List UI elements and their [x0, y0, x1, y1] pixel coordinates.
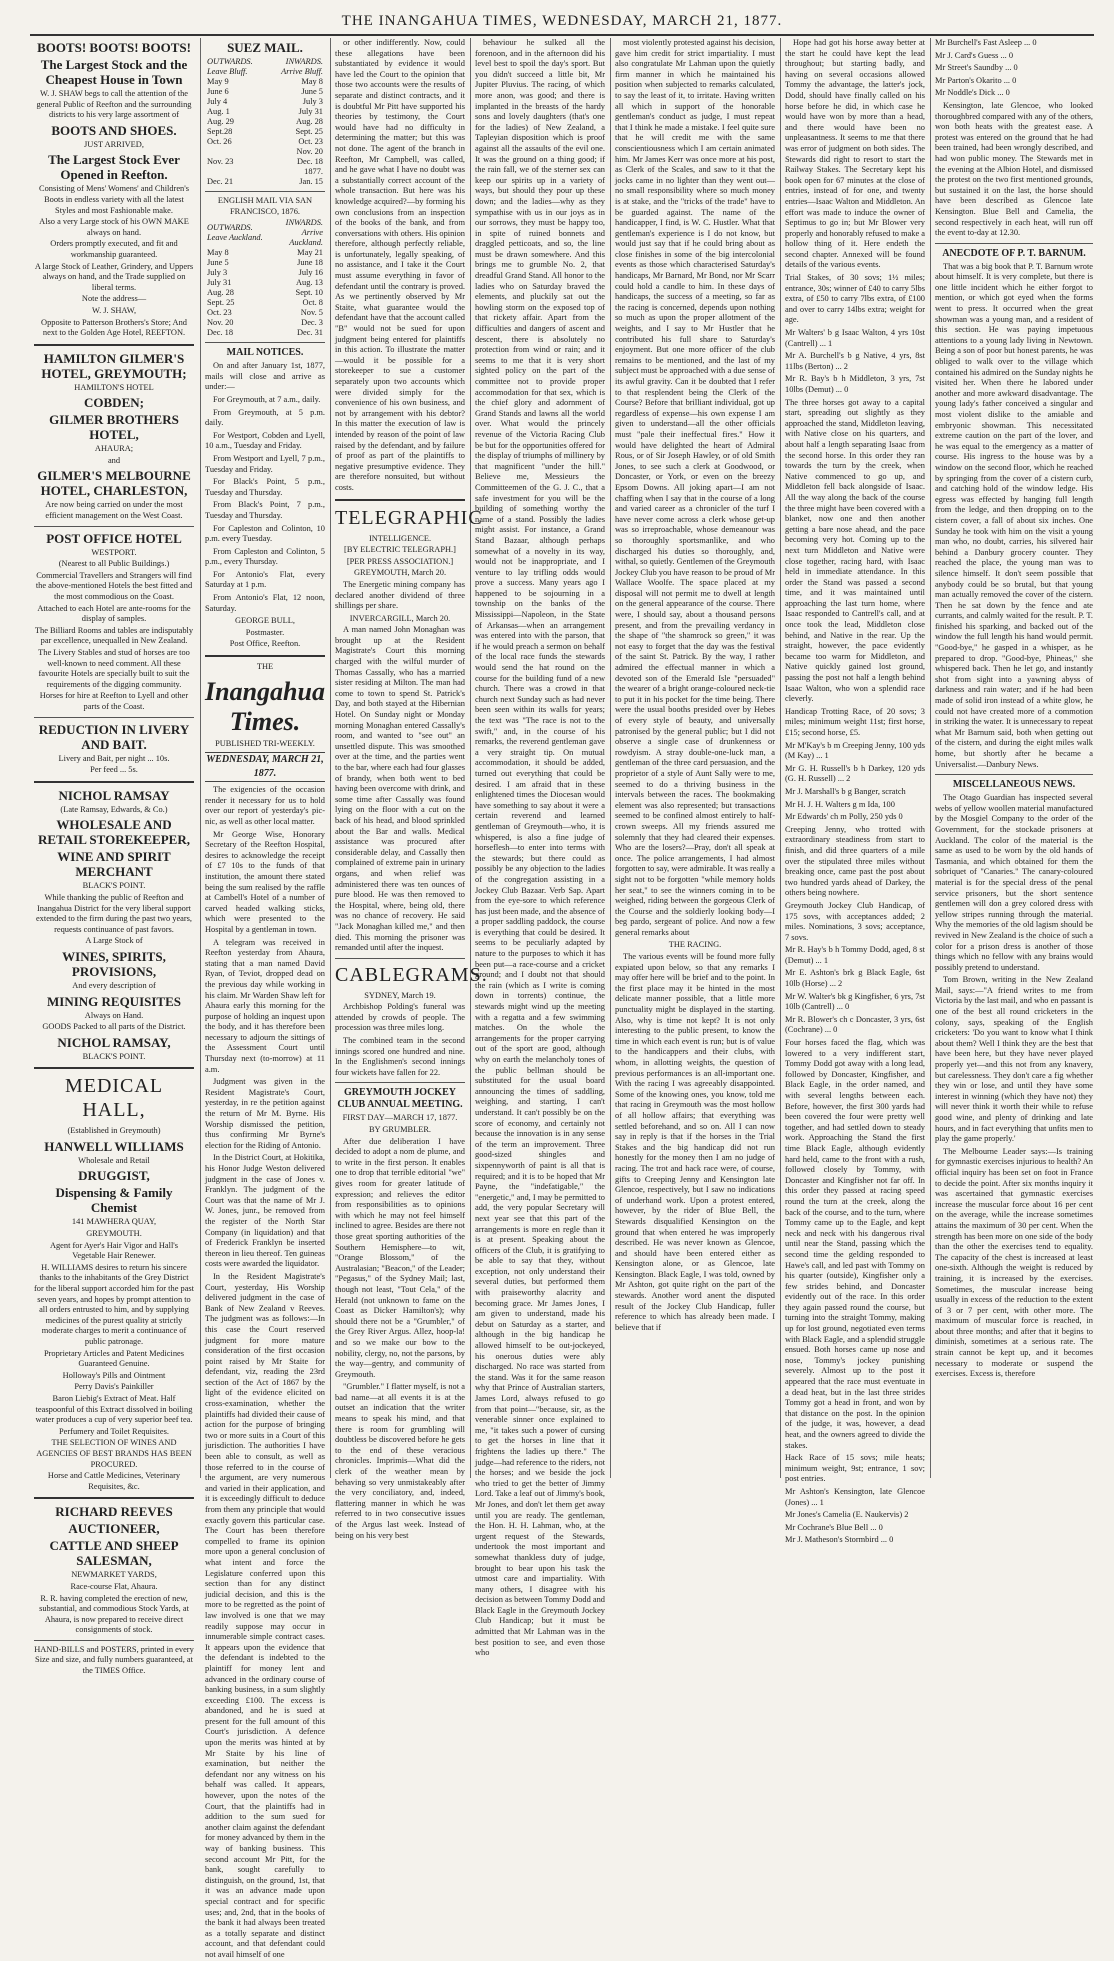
divider	[335, 499, 465, 501]
race-result: Mr Ashton's Kensington, late Glencoe (Jones) ... 1	[785, 1486, 925, 1507]
race-result: Greymouth Jockey Club Handicap, of 175 sovs, with acceptances added; 2 miles. Nominations, 3 sovs; acceptance, 7 sovs.	[785, 900, 925, 942]
schedule-cell: 1877.	[304, 167, 323, 176]
race-result: Four horses faced the flag, which was lowered to a very indifferent start, Tommy Dodd got away with a long lead, followed by Doncaster, Kingfisher, and Black Eagle, in the order named, and with several lengths between each. Before, however, the first 300 yards had been covered the four were pretty well together, and had settled down to steady work. Approaching the Stand the first time Black Eagle, although evidently hard held, came to the front with a rush, followed closely by Tommy, with Doncaster and Kingfisher not far off. In this order they passed at racing speed round the turn at the creek, along the back of the course, and to the turn, where Tommy came up to the Eagle, and kept neck and neck with his dangerous rival until near the Stand, passing which the second time the gelding responded to Hawe's call, and led past with Tommy on his quarter (outside), Kingfisher only a few strides behind, and Doncaster evidently out of the race. In this order they again passed round the course, but turning into the straight Tommy, making up for lost ground, negotiated even terms with Black Eagle, and a splendid struggle ensued. Both horses came up nose and nose, Tommy's jockey punishing severely. Almost up to the post it appeared that the race must eventuate in a dead heat, but in the last three strides Tommy got a head in front, and won by that distance on the post. In the opinion of the judge, it was, however, a dead heat, and the owners agreed to divide the stakes.	[785, 1038, 925, 1450]
schedule-cell: June 5	[207, 258, 229, 268]
telegraphic-heading: TELEGRAPHIC	[335, 506, 483, 529]
schedule-cell: Oct. 23	[207, 308, 232, 318]
medical-hall-advert: Wholesale and Retail	[78, 1155, 150, 1165]
telegram-paragraph: The Energetic mining company has declared another dividend of three shillings per share.	[335, 579, 465, 611]
judgment-paragraph: or other indifferently. Now, could these allegations have been substantiated by evidence it would have led the Court to the opinion that those two accounts were the results of separate and distinct contracts, and it is doubtful Mr Pitt have supported his theories by testimony, the Court would have had no difficulty in determining the matter; but this was not done. The agent of the branch in Reefton, Mr Campbell, was called, and he gave what I have no doubt was a substantially correct account of the whole transaction. But here was his knowledge acquired?—by forming his own conclusions from an inspection of the books of the bank, and from conversations with others. His opinion therefore, although perfectly reliable, is unfortunately, legally speaking, of no assistance, and I take it the Court must assume everything in favor of defendant until the contrary is proved. As we pertinently observed by Mr Staite, what guarantee would the defendant have that the account called "B" would not be sued for upon judgment being entered for plaintiffs in this action. To illustrate the matter—would it be possible for a storekeeper to sue a customer separately upon two accounts which were divided simply for the convenience of his own business, and not by arrangement with his debtor? In this matter the execution of law is intended by reason of the point of law raised by the defendant, and by failure of proof as part of the plaintiffs to negative presumptive evidence. They are therefore nonsuited, but without costs.	[335, 38, 465, 492]
racing-report-paragraph: The various events will be found more fully expiated upon below, so that any remarks I may offer here will be brief and to the point. In the first place may it be hinted in the most delicate manner possible, that a little more punctuality might be displayed in the starting. Also, why is time not kept? It is not only interesting to the public present, to know the time in which each event is run; but is of value to the handicappers and their clubs, with whom, in allotting weights, the question of previous performances is an all-important one. With the racing I was agreeably disappointed. Some of the knowing ones, you know, told me that racing in Greymouth was the most hollow of all hollow affairs; that everything was settled beforehand, and so on. All I can now say in reply is that if the horses in the Trial Stakes and the big handicap did not run honestly for the money then I am no judge of racing. The trot and hack race were, of course, gifts to Creeping Jenny and Kensington late Glencoe, respectively, but I saw no indications of underhand work. Upon a protest entered, however, by the rider of Blue Bell, the Stewards disqualified Kensington on the ground that when entered he was improperly described. He was never known as Glencoe, and should have been entered either as Kensington alone, or as Glencoe, late Kensington. Black Eagle, I was told, owned by Mr Ashton, got quite right on the part of the stewards. Another word anent the disputed result of the Jockey Club Handicap, fuller reference to which has already been made. I believe that if	[615, 952, 775, 1332]
schedule-row	[205, 77, 325, 87]
schedule-cell: Jan. 15	[299, 177, 323, 186]
medical-hall-advert: Proprietary Articles and Patent Medicines Guaranteed Genuine.	[43, 1348, 184, 1369]
column-rule	[200, 38, 201, 1478]
divider	[34, 526, 194, 527]
miscellaneous-paragraph: The Melbourne Leader says:—Is training for gymnastic exercises injurious to health? An official inquiry has been set on foot in France to decide the point. After six months inquiry it was ascertained that gymnastic exercises increase the muscular force about 16 per cent on the average, while the increase sometimes attains the maximum of 30 per cent. When the strength has been more on one side of the body than the other the exercises tend to equality. The capacity of the chest is increased at least one-sixth. Although the weight is reduced by training, it is increased by the exercises. Sometimes, the muscular increase being usually in excess of the reduction to the extent of 3 or 7 per cent, with other more. The maximum of muscular force is reached, in about three months; and after that it begins to diminish, sometimes at a serious rate. The strain cannot be kept up, and it becomes necessary to moderate or suspend the exercises. Excess is, therefore	[935, 1146, 1093, 1379]
race-result: Hack Race of 15 sovs; mile heats; minimum weight, 9st; entrance, 1 sov; post entries.	[785, 1453, 925, 1484]
ramsay-advert: Always on Hand.	[84, 1010, 144, 1020]
mail-notice: From Capleston and Colinton, 5 p.m., every Thursday.	[205, 546, 325, 567]
mail-notice: For Capleston and Colinton, 10 p.m. every Tuesday.	[205, 523, 325, 544]
schedule-header: OUTWARDS. Leave Auckland.	[207, 223, 263, 243]
divider	[335, 1082, 465, 1083]
medical-hall-advert: Dispensing & Family Chemist	[55, 1185, 173, 1216]
schedule-row	[205, 157, 325, 167]
boots-advert: The Largest Stock and the Cheapest House in Town	[40, 57, 188, 87]
schedule-cell: Aug. 29	[207, 117, 234, 126]
ramsay-advert: (Late Ramsay, Edwards, & Co.)	[60, 804, 168, 814]
divider	[34, 1067, 194, 1069]
hotels-advert: HAMILTON GILMER'S HOTEL, GREYMOUTH;	[41, 350, 187, 381]
schedule-cell: Dec. 3	[301, 318, 323, 328]
boots-advert: Orders promptly executed, and fit and workmanship guaranteed.	[50, 239, 178, 259]
auctioneer-advert: CATTLE AND SHEEP SALESMAN,	[49, 1538, 179, 1569]
column-mail-editorial	[205, 38, 325, 1959]
medical-hall-advert: HANWELL WILLIAMS	[44, 1138, 184, 1154]
ramsay-advert: GOODS Packed to all parts of the District.	[42, 1022, 186, 1032]
mail-notice: For Greymouth, at 7 a.m., daily.	[213, 394, 321, 404]
schedule-cell: Nov. 20	[207, 318, 234, 328]
schedule-cell: Sept. 25	[207, 298, 235, 308]
race-result: Creeping Jenny, who trotted with extraordinary steadiness from start to finish, and did three quarters of a mile over the stipulated three miles without breaking once, came past the post about two hundred yards ahead of Darkey, the others being nowhere.	[785, 824, 925, 898]
mail-notice: For Antonio's Flat, every Saturday at 1 p.m.	[205, 569, 325, 590]
schedule-header: INWARDS. Arrive Bluff.	[281, 57, 323, 76]
cablegram-paragraph: SYDNEY, March 19.	[364, 990, 436, 1000]
race-result: Mr A. Burchell's b g Native, 4 yrs, 8st 11lbs (Berton) ... 2	[785, 351, 925, 371]
notice-signature: GEORGE BULL,	[234, 616, 295, 626]
racing-report-paragraph: behaviour he sulked all the forenoon, and in the afternoon did his level best to spoil the day's sport. But you didn't succeed a little bit, Mr Jupiter Pluvius. The racing, of which more anon, was good; and there is implanted in the breasts of the hardy sons and lovely daughters (that's one for the ladies) of New Zealand, a Tapleyian disposition which is proof against all the assaults of the evil one. It was the ground on a thing good; if the rain fall, we of the sterner sex can keep our spirits up in a variety of ways, but should they pour up these down; and the ladies—why as they sympathise with us in our joys as in our sorrows, they must be happy too, in spite of ruined bonnets and draggled petticoats, and so, the line must be drawn somewhere. And this brings me to grumble No. 2, that dreadful Grand Stand. All honor to the ladies who on Saturday braved the elements, and pluckily sat out the howling storm on the exposed top of that rickety affair. Apart from the difficulties and dangers of ascent and descent, there is absolutely no protection from wind or rain; and it seems to me that it is very short sighted policy on the part of the committee not to provide proper accommodation for that sex, which is the chief glory and adornment of Grand Stands and lawns all the world over. What would the princely revenue of the Victoria Racing Club be but for the opportunities offered for the display of triumphs of millinery by that magnificent "under the hill." Believe me, Messieurs the Committeemen of the G. J. C., that a safe investment for you will be the building of something worthy the name of a stand. Possibly the ladies might assist. For instance, a Grand Stand Bazaar, although perhaps somewhat of a novelty in its way, would not be inappropriate, and I venture to lay trifling odds would prove a success. Many years ago I happened to be sojourning in a township on the banks of the Mississippi—Napoleon, in the State of Arkansas—when an arrangement was entered into with the parson, that if he would preach a sermon on behalf of the local race funds the stewards would send the hat round on the course for the building fund of a new church. There was a crowd in that church next Sunday such as had never been seen within its walls for years; the text was "The race is not to the swift," and, in the course of his remarks, the reverend gentleman gave a very straight tip. On mutual accommodation, it should be added, turned out everything that could be desired. I am afraid that in these enlightened times the Diocesan would have something to say about it were a certain reverend and learned gentleman of Greymouth—who, it is whispered, is also a fine judge of horseflesh—to enter into terms with the stewards; but there could as possibly be any objection to the ladies of the congregation assisting in a Jockey Club Bazaar. Verb Sap. Apart from the eye-sore to which reference has just been made, and the absence of a proper saddling paddock, the course is everything that could be desired. It seems to be peculiarly adapted by nature to the purposes to which it has been put—a race-course and a cricket ground; and I doubt not that should the rain (which as I write is coming down in torrents) continue, the stewards might wind up the meeting with a regatta and a few swimming matches. On the whole the arrangements for the proper carrying out of the sport are good, although why on earth the melancholy tones of the public bellman should be substituted for the usual board announcing the times of saddling, weighing, and starting, I can't understand. It can't possibly be on the score of economy, and certainly not because the innovation is in any sense of the term an improvement. Three good-sized shingles and sixpennyworth of paint is all that is required; and it is to be hoped that Mr Payne, the "indefatigable," the "energetic," and, I may be permitted to add, the very popular Secretary will next year see that this part of the arrangements is more en regle than it is at present. Speaking about the officers of the Club, it is gratifying to be able to say that they, without exception, not only understand their several duties, but performed them with praiseworthy alacrity and becoming grace. Mr James Jones, I am given to understand, made his debut on Saturday as a starter, and although in the big handicap he allowed himself to be out-jockeyed, his onerous duties were ably discharged. No race was started from the stand. Was it for the same reason why that Prince of Australian starters, James Lord, always refused to go from that point—"because, sir, as the venerable sinner once explained to me, "it takes such a power of cursing to get the horses in line that it frightens the ladies up there." The judge—had reference to the riders, not the horses; and we beside the jock who tried to get the better of Jimmy Lord. Take a leaf out of Jimmy's book, Mr Jones, and don't let them get away until you are ready. The gentleman, the Hon. H. H. Lahman, who, at the urgent request of the Stewards, undertook the most important and somewhat thankless duty of judge, brought to bear upon his task the utmost care and impartiality. With many others, I disagree with his decision as between Tommy Dodd and Black Eagle in the Greymouth Jockey Club Handicap; but it must be admitted that Mr Lahman was in the best position to see, and even those who	[475, 38, 605, 1658]
post-office-advert: The Livery Stables and stud of horses are too well-known to need comment. All these favourite Hotels are specially built to suit the requirements of the digging community.	[38, 648, 190, 689]
ramsay-advert: And every description of	[72, 980, 156, 990]
race-result: Mr J. Marshall's b g Banger, scratch	[785, 786, 906, 796]
livery-advert: REDUCTION IN LIVERY AND BAIT.	[38, 721, 190, 752]
intelligence-heading: INTELLIGENCE.	[368, 533, 432, 543]
mail-notice: From Westport and Lyell, 7 p.m., Tuesday and Friday.	[205, 453, 325, 474]
hotels-advert: GILMER'S MELBOURNE HOTEL, CHARLESTON,	[37, 468, 191, 499]
auctioneer-advert: RICHARD REEVES	[55, 1504, 173, 1520]
byline: BY GRUMBLER.	[368, 1125, 432, 1135]
mail-notice: On and after January 1st, 1877, mails will close and arrive as under:—	[205, 361, 325, 392]
schedule-cell: July 31	[207, 278, 232, 288]
telegram-paragraph: INVERCARGILL, March 20.	[349, 613, 451, 623]
race-result: Mr H. J. H. Walters g m Ida, 100	[785, 799, 895, 809]
divider	[34, 344, 194, 346]
race-result: Mr R. Bay's b h Middleton, 3 yrs, 7st 10lbs (Demut) ... 0	[785, 374, 925, 394]
divider	[34, 717, 194, 718]
boots-advert: A large Stock of Leather, Grindery, and Uppers always on hand, and the Trade supplied on liberal terms.	[34, 261, 194, 292]
divider	[205, 191, 325, 192]
schedule-row	[205, 167, 325, 177]
racing-report-paragraph: After due deliberation I have decided to adopt a nom de plume, and to write in the first person. It enables one to drop that terrible editorial "we" gives room for greater latitude of expression; and relieves the editor from responsibilities as to opinions with which he may not feel himself inclined to agree. Besides are there not those great sporting authorities of the Southern Hemisphere—to wit, "Orange Blossom," of the Australasian; "Beacon," of the Leader; "Pegasus," of the Sydney Mail; last, though not least, "Tout Cela," of the Herald (not unknown to fame on the Coast as Dicker Hamilton's); why should there not be a "Grumbler," of the Grey River Argus. Allez, hoop-la! and so we make our bow to the nobility, clergy, no, not the parsons, by the way—gentry, and community of Greymouth.	[335, 1136, 465, 1379]
schedule-header: INWARDS. Arrive Auckland.	[285, 218, 323, 248]
column-telegraphic	[335, 38, 488, 1540]
schedule-cell: Sept. 25	[295, 127, 323, 136]
schedule-cell: Dec. 21	[207, 177, 234, 186]
column-rule	[470, 38, 471, 1478]
schedule-row	[205, 268, 325, 278]
hotels-advert: GILMER BROTHERS HOTEL,	[49, 412, 179, 443]
medical-hall-advert: 141 MAWHERA QUAY,	[71, 1217, 157, 1227]
notice-signature: Postmaster.	[245, 627, 285, 637]
livery-advert: Livery and Bait, per night ... 10s.	[58, 753, 170, 763]
editorial-paragraph: The exigencies of the occasion render it necessary for us to hold over our report of yesterday's pic-nic, as well as other local matter.	[205, 785, 325, 826]
medical-hall-advert: THE SELECTION OF WINES AND AGENCIES OF BEST BRANDS HAS BEEN PROCURED.	[36, 1438, 192, 1469]
boots-advert: W. J. SHAW begs to call the attention of the general Public of Reefton and the surrounding districts to his very large assortment of	[36, 89, 192, 120]
first-day-line: FIRST DAY—MARCH 17, 1877.	[342, 1113, 458, 1123]
racing-report-paragraph: most violently protested against his decision, gave him credit for strict impartiality. I must also congratulate Mr Lahman upon the quietly firm manner in which he maintained his position when subjected to remarks calculated, to say the least of it, to irritate. Having written all which in support of the honorable gentleman's conduct as judge, I must repeat that I think he made a mistake. I feel quite sure that he will credit me with the same conscientiousness which I am certain animated him. Mr James Kerr was once more at his post, as Clerk of the Scales, and saw to it that the jocks came in no lighter than they went out—no small responsibility where so much money is at stake, and the "tricks of the trade" have to be guarded against. The name of the handicapper, I find, is W. C. Hustler. What that gentleman's experience is I do not know, but would just say that if he could bring about as close finishes in some of the big intercolonial events as those which characterised Saturday's handicaps, Mr Barnard, Mr Bond, nor Mr Scarr could hold a candle to him. In these days of handicaps, the success of a meeting, so far as the racing is concerned, depends upon nothing so much as upon the proper allotment of the weights, and I say to Mr Hustler that he contributed his full share to Saturday's enjoyment. But one more officer of the club remains to be mentioned, and the last of my subject must be approached with a due sense of its awful gravity. Can it be doubted that I refer to that resplendent being the Clerk of the Course? Before that brilliant individual, got up regardless of expense—his own expense I am given to understand—all the other officials must "pale their ineffectual fires." How it would have delighted the heart of Admiral Rous, or of Sir Joseph Hawley, or of old Smith Jones, to see such a clerk at Goodwood, or Doncaster, or York, or even on the breezy Epsom Downs. All joking apart—I am not chaffing when I say that in the course of a long and varied career as a chronicler of the turf I have never come across a clerk whose get-up was so irreproachable, whose demeanour was so thoroughly sportsmanlike, and who discharged his duties so thoroughly, and, withal, so quietly. Gentlemen of the Greymouth Jockey Club you have reason to be proud of Mr Wallace Woolfe. The space placed at my disposal will not permit me to dwell at length on the general appearance of the course. There were, I should say, about a thousand persons present, and from the prevailing verdancy in the shape of "the shamrock so green," it was not easy to forget that the day was the festival of the saint St. Patrick. By the way, I rather admired the effectual manner in which a devoted son of the Emerald Isle "persuaded" the wearer of a bright orange-coloured neck-tie to put it in his pocket for the time being. There were the usual booths presided over by Hebes of every style of beauty, and universally patronised by the general public; but I did not observe a single case of drunkenness or rowdyism. A stray double-one-luck man, a gentleman of the three card persuasion, and the proprietor of a style of Aunt Sally were to me, seemed to do a thriving business in the intervals between the races. The bookmaking element was also represented; but transactions seemed to be confined almost entirely to half-crown sweeps. All my friends assured me solemnly that they had cleared their expenses. Who are the losers?—Pray, don't all speak at once. The police arrangements, I had almost forgotten to say, were admirable. It was really a sight not to be forgotten "while memory holds her seat," to see the winners coming in to be weighed, riding between the gorgeous Clerk of the Course and the soldierly looking body—I beg pardo, sergeant of police. And now a few general remarks about	[615, 38, 775, 937]
divider	[935, 774, 1093, 775]
race-result: Mr M'Kay's b m Creeping Jenny, 100 yds (M Kay) ... 1	[785, 740, 925, 761]
race-result: Mr Edwards' ch m Polly, 250 yds 0	[785, 812, 903, 822]
schedule-row	[205, 177, 325, 187]
hotels-advert: and	[107, 455, 121, 465]
schedule-cell: June 18	[297, 258, 323, 268]
racing-report-paragraph: Kensington, late Glencoe, who looked thoroughbred compared with any of the others, won both heats with the greatest ease. A protest was entered on the ground that he had been trained, had been wrongly described, and had won public money. The Stewards met in the evening at the Albion Hotel, and dismissed the protest on the two first mentioned grounds, but sustained it on the last, the horse should have been described as Glencoe late Kensington. Blue Bell and Camelia, the second respectively in each heat, will run off the event to-day at 12.30.	[935, 100, 1093, 238]
livery-advert: Per feed ... 5s.	[90, 765, 138, 775]
editorial-paragraph: Mr George Wise, Honorary Secretary of the Reefton Hospital, desires to acknowledge the receipt of £7 10s to the funds of that institution, the amount there stated being the sum realised by the raffle at Cambell's Hotel of a number of carved headed walking sticks, which were presented to the Hospital by a gentleman in town.	[205, 829, 325, 934]
mail-notice: For Westport, Cobden and Lyell, 10 a.m., Tuesday and Friday.	[205, 430, 325, 451]
post-office-advert: Attached to each Hotel are ante-rooms for the display of samples.	[37, 603, 191, 624]
notice-signature: Post Office, Reefton.	[229, 639, 301, 649]
boots-advert: Also a very Large stock of his OWN MAKE always on hand.	[39, 217, 189, 237]
divider	[205, 342, 325, 343]
schedule-row	[205, 87, 325, 97]
editorial-paragraph: Judgment was given in the Resident Magistrate's Court, yesterday, in re the petition against the return of Mr M. Byrne. His Worship dismissed the petition, thus confirming Mr Byrne's election for the Riding of Antonio.	[205, 1077, 325, 1150]
schedule-row	[205, 127, 325, 137]
ramsay-advert: NICHOL RAMSAY	[58, 787, 170, 803]
column-racing-results	[785, 38, 925, 1545]
racing-report-paragraph: THE RACING.	[668, 940, 722, 950]
racing-report-paragraph: Hope had got his horse away better at the start he could have kept the lead throughout; but starting badly, and having on several occasions allowed Tommy the advantage, the latter's jock, Dodd, should have finally called on his horse before he did, in which case he would have won by more than a head, and there would have been no unpleasantness. It seems to me that there was error of judgment on both sides. The Stewards did right to resort to start the Railway Stakes. The Secretary kept his book open for 67 minutes at the close of entries, instead of for one, and twenty entries—Isaac Walton and Middleton. An effort was made to induce the owner of Septimus to go in; but Mr Blower very properly and honorably refused to make a hollow thing of it. Here endeth the second chapter. Annexed will be found details of the various events.	[785, 38, 925, 270]
schedule-cell: July 16	[298, 268, 323, 278]
race-entry: Mr Noddle's Dick ... 0	[935, 88, 1010, 98]
medical-hall-advert: (Established in Greymouth)	[67, 1126, 161, 1136]
cablegrams-heading: CABLEGRAMS.	[335, 963, 488, 986]
ramsay-advert: A Large Stock of	[85, 936, 143, 946]
divider	[34, 781, 194, 783]
cablegram-paragraph: The combined team in the second innings scored one hundred and nine. In the Englishmen's second innings four wickets have fallen for 22.	[335, 1036, 465, 1077]
medical-hall-advert: MEDICAL HALL,	[64, 1075, 164, 1122]
ramsay-advert: BLACK'S POINT.	[82, 1051, 146, 1061]
schedule-row	[205, 298, 325, 308]
boots-advert: W. J. SHAW,	[91, 305, 137, 315]
medical-hall-advert: H. WILLIAMS desires to return his sincere thanks to the inhabitants of the Grey District for the liberal support accorded him for the past seven years, and hopes by prompt attention to all orders entrusted to him, and by supplying medicines of the purest quality at strictly moderate charges to merit a continuance of public patronage.	[34, 1262, 195, 1346]
column-miscellaneous	[935, 38, 1093, 1478]
medical-hall-advert: Perfumery and Toilet Requisites.	[59, 1426, 169, 1436]
barnum-paragraph: That was a big book that P. T. Barnum wrote about himself. It is very complete, but there is one little incident which he either forgot to mention, or which got eyed when the forms went to press. It occurred when the great showman was a young man, and a resident of this section. He was paying impetuous attentions to a young lady living in Newtown. Being a son of poor but honest parents, he was obliged to walk over to the village which contained his admired on the Sunday nights he visited her. When there he labored under another and more awkward disadvantage. The young lady's father conceived a singular and most violent dislike to the amiable and embryonic showman. This necessitated extreme caution on the part of the lover, and he was equal to the emergency as a matter of course. His ingress to the house was by a window on the second floor, which he reached by springing from the cover of a cistern curb, and catching hold of the window ledge. His egress was effected by hanging full length from the ledge, and then dropping on to the cistern cover, a fall of about six inches. One Sunday he took with him on the visit a young man who, no doubt, carries, his silvered hair behind a Danbury grocery counter. They reached the place, the young man was to silence himself. It don't seem possible that anybody could be so brutal, but that young man actually removed the cover of the cistern. Then he sat down by the fence and ate currants, and calmly waited for the result. P. T. finished his sparking, and backed out of the window the full length his hand would permit. "Good-bye," he gasped in a whisper, as he prepared to drop. "Good-bye, Phineas," she whispered back. Then he let go, and instantly shot from sight into a yawning abyss of darkness and rain water; and if he had been made of solid iron instead of a white glow, he could not have created more of a commotion in striking the water. It is unnecessary to repeat what Mr Barnum said, both when getting out of the cistern, and during the eight miles walk home, but shortly after he became a Universalist.—Danbury News.	[935, 261, 1093, 769]
column-racing-1	[475, 38, 605, 1658]
medical-hall-advert: Baron Liebig's Extract of Meat. Half teaspoonful of this Extract dissolved in boiling water produces a cup of very superior beef tea.	[35, 1393, 193, 1425]
medical-hall-advert: Horse and Cattle Medicines, Veterinary Requisites, &c.	[47, 1471, 181, 1491]
schedule-header: OUTWARDS. Leave Bluff.	[207, 57, 253, 76]
boots-advert: BOOTS AND SHOES.	[51, 122, 177, 138]
boots-advert: BOOTS! BOOTS! BOOTS!	[37, 40, 191, 55]
race-result: Mr Jones's Camelia (E. Naukervis) 2	[785, 1510, 909, 1520]
schedule-row	[205, 288, 325, 298]
schedule-cell: July 3	[207, 268, 228, 278]
race-entry: Mr Burchell's Fast Asleep ... 0	[935, 38, 1037, 47]
boots-advert: Opposite to Patterson Brothers's Store; And next to the Golden Age Hotel, REEFTON.	[41, 317, 187, 338]
schedule-row	[205, 117, 325, 127]
schedule-cell: Dec. 18	[296, 157, 323, 166]
post-office-advert: POST OFFICE HOTEL	[46, 530, 182, 546]
ramsay-advert: WHOLESALE AND RETAIL STOREKEEPER,	[38, 817, 190, 848]
column-rule	[930, 38, 931, 1478]
mail-notice: From Greymouth, at 5 p.m. daily.	[205, 407, 325, 428]
masthead-text: THE INANGAHUA TIMES, WEDNESDAY, MARCH 21, 1877.	[341, 13, 783, 29]
schedule-cell	[205, 147, 269, 157]
suez-mail-table	[205, 57, 325, 187]
race-result: Mr R. Hay's b h Tommy Dodd, aged, 8 st (Demut) ... 1	[785, 945, 925, 965]
divider	[34, 1497, 194, 1499]
schedule-cell: Aug. 13	[296, 278, 323, 288]
san-francisco-mail-title: ENGLISH MAIL VIA SAN FRANCISCO, 1876.	[217, 196, 313, 216]
ramsay-advert: WINES, SPIRITS, PROVISIONS,	[62, 948, 166, 979]
hotels-advert: COBDEN;	[84, 395, 144, 411]
schedule-row	[205, 258, 325, 268]
paper-title: Inangahua Times.	[205, 676, 325, 736]
auctioneer-advert: R. R. having completed the erection of new, substantial, and commodious Stock Yards, at Ahaura, is now prepared to receive direct consignments of stock.	[39, 1593, 189, 1635]
medical-hall-advert: DRUGGIST,	[78, 1168, 150, 1184]
schedule-cell: Nov. 23	[207, 157, 234, 166]
ramsay-advert: MINING REQUISITES	[46, 993, 181, 1009]
race-result: Mr J. Matheson's Stormbird ... 0	[785, 1535, 894, 1545]
medical-hall-advert: Holloway's Pills and Ointment	[62, 1370, 166, 1380]
schedule-cell	[205, 167, 269, 177]
schedule-row	[205, 137, 325, 147]
post-office-advert: The Billiard Rooms and tables are indisputably par excellence, unequalled in New Zealand.	[34, 625, 194, 646]
editorial-dateline: WEDNESDAY, MARCH 21, 1877.	[205, 752, 325, 782]
post-office-advert: (Nearest to all Public Buildings.)	[58, 559, 170, 569]
schedule-cell: Aug. 28	[207, 288, 234, 298]
divider	[935, 243, 1093, 244]
masthead	[30, 8, 1094, 36]
schedule-row	[205, 248, 325, 258]
editorial-paragraph: In the District Court, at Hokitika, his Honor Judge Weston delivered judgment in the case of Jones v. Franklyn. The judgment of the Court was that the name of Mr J. W. Jones, junr., be removed from the register of the North Star Company (in liquidation) and that of Frederick Franklyn be inserted thereon in lieu thereof. Ten guineas costs were awarded the liquidator.	[205, 1153, 325, 1269]
editorial-paragraph: In the Resident Magistrate's Court, yesterday, His Worship delivered judgment in the case of Bank of New Zealand v Reeves. The judgment was as follows:—In this case the Court reserved judgment for more mature consideration of the first occasion point raised by Mr Staite for defendant, viz, reading the 23rd section of the Act of 1867 by the light of the evidence elicited on cross-examination, whether the plaintiffs had divided their cause of action for the purpose of bringing two or more suits in a Court of this jurisdiction. The authorities I have been able to consult, as well as those referred to in the course of the argument, are very numerous and varied in their application, and it is exceedingly difficult to deduce from them any principle that would exactly govern this particular case. The Court has been therefore compelled to frame its opinion more upon a general conclusion of what intent and force the Legislature conferred upon this section than for any distinct judicial decision, and this is the more to be regretted as the point of law involved is one that we may readily suppose may occur in innumerable simple contract cases. It appears upon the evidence that the defendant is indebted to the plaintiff for money lent and advanced in the ordinary course of banking business, in a sum slightly exceeding £100. The excess is abandoned, and he is sued at present for the full amount of this Court's jurisdiction. A defence upon the merits was hinted at by Mr Staite by his line of examination, but neither the defendant nor any witness on his behalf was called. It appears, however, upon the notes of the Court, that the plaintiffs had in addition to the sum sued for another claim against the defendant for money advanced by them in the way of banking business. This second account Mr Pitt, for the bank, sought carefully to distinguish, on the ground, 1st, that it was an advance made upon special contract and for specific uses; and, 2nd, that in the books of the bank it had always been treated as a totally separate and distinct account, and that defendant could not avail himself of one	[205, 1271, 325, 1959]
schedule-cell: Sept. 10	[295, 288, 323, 298]
miscellaneous-paragraph: The Otago Guardian has inspected several webs of yellow woollen material manufactured by the Mosgiel Company to the order of the Government, for the stockade prisoners at Auckland. The color of the material is the same as used to be worn by the old hands of Tasmania, and which obtained for them the sobriquet of "Canaries." The canary-coloured material is for the special dress of the penal service prisoners, but the short sentence gentlemen will don a grey colored dress with yellow stripes running through the material. Why the memories of the old lagism should be revived in New Zealand is the choice of such a color for a prison dress is another of those things which no fellow with any brains would possibly pretend to understand.	[935, 793, 1093, 972]
barnum-title: ANECDOTE OF P. T. BARNUM.	[942, 247, 1086, 259]
race-result: Mr R. Blower's ch c Doncaster, 3 yrs, 6st (Cochrane) ... 0	[785, 1014, 925, 1035]
ramsay-advert: NICHOL RAMSAY,	[57, 1034, 171, 1050]
schedule-cell: Dec. 31	[296, 328, 323, 338]
divider	[34, 1640, 194, 1641]
hotels-advert: AHAURA;	[94, 444, 134, 454]
telegram-paragraph: A man named John Monaghan was brought up at the Resident Magistrate's Court this morning charged with the wilful murder of Thomas Cassally, who has a married sister residing at Milton. The man had come to town to spend St. Patrick's Day, and both stayed at the Hibernian Hotel. On Sunday night or Monday morning Monaghan entered Cassally's room, and wanted to "see out" an unsettled dispute. This was smoothed over at the time, and the parties went to the bar, where each had four glasses of brandy, when both went to bed having been overcome with drink, and some time after Cassally was found lying on the floor with a cut on the back of his head, and blood sprinkled about the Bar and walls. Medical assistance was procured after considerable delay, and Cassally then complained of extreme pain in urinary organs, and when relief was administered there was ten ounces of pure blood. He was then removed to the Hospital, where, being old, there was no chance of recovery. He said "Jack Monaghan killed me," and then died. This morning the prisoner was remanded until after the inquest.	[335, 625, 465, 953]
auctioneer-advert: AUCTIONEER,	[68, 1521, 160, 1537]
post-office-advert: Horses for hire at Reefton to Lyell and other parts of the Coast.	[39, 691, 189, 711]
miscellaneous-title: MISCELLANEOUS NEWS.	[952, 779, 1076, 791]
telegram-paragraph: GREYMOUTH, March 20.	[353, 568, 447, 578]
column-racing-2	[615, 38, 775, 1478]
electric-telegraph-line: [BY ELECTRIC TELEGRAPH.]	[344, 545, 456, 555]
medical-hall-advert: GREYMOUTH.	[86, 1229, 142, 1239]
boots-advert: JUST ARRIVED,	[84, 139, 144, 149]
schedule-cell: Sept.28	[207, 127, 233, 136]
schedule-cell: Nov. 5	[300, 308, 323, 318]
schedule-cell: May 8	[207, 248, 229, 258]
schedule-row	[205, 308, 325, 318]
schedule-row	[205, 107, 325, 117]
column-rule	[330, 38, 331, 1478]
schedule-cell: Dec. 18	[207, 328, 234, 338]
schedule-cell: June 5	[301, 87, 323, 96]
schedule-cell: June 6	[207, 87, 229, 96]
ramsay-advert: WINE AND SPIRIT MERCHANT	[57, 849, 171, 880]
sf-mail-table	[205, 218, 325, 338]
schedule-cell: Oct. 26	[207, 137, 232, 146]
hotels-advert: HAMILTON'S HOTEL	[74, 382, 154, 392]
race-entry: Mr Parton's Okarito ... 0	[935, 75, 1017, 85]
handbills-advert: HAND-BILLS and POSTERS, printed in every Size and size, and fully numbers guaranteed, at the TIMES Office.	[34, 1644, 194, 1676]
schedule-cell: Nov. 20	[296, 147, 323, 156]
post-office-advert: WESTPORT.	[91, 547, 137, 557]
boots-advert: Consisting of Mens' Womens' and Children's Boots in endless variety with all the latest Styles and most Fashionable make.	[38, 184, 190, 215]
race-entry: Mr J. Card's Guess ... 0	[935, 50, 1014, 60]
medical-hall-advert: Agent for Ayer's Hair Vigor and Hall's Vegetable Hair Renewer.	[49, 1240, 179, 1261]
race-result: Mr Cochrane's Blue Bell ... 0	[785, 1522, 883, 1532]
schedule-cell: Oct. 8	[302, 298, 323, 308]
schedule-cell: July 3	[302, 97, 323, 106]
schedule-row	[205, 97, 325, 107]
mail-notices-title: MAIL NOTICES.	[226, 347, 304, 359]
auctioneer-advert: Race-course Flat, Ahaura.	[70, 1581, 158, 1591]
editorial-paragraph: A telegram was received in Reefton yesterday from Ahaura, stating that a man named David Ryan, of Teviot, dropped dead on the previous day while working in his claim. Mr Warden Shaw left for Ahaura early this morning for the purpose of holding an inquest upon the body, and it has therefore been necessary to adjourn the sittings of the Assessment Court until Thursday next (to-morrow) at 11 a.m.	[205, 937, 325, 1074]
column-rule	[610, 38, 611, 1478]
schedule-cell: May 8	[301, 77, 323, 86]
hotels-advert: Are now being carried on under the most efficient management on the West Coast.	[45, 500, 183, 521]
schedule-cell: Oct. 23	[298, 137, 323, 146]
mail-notice: For Black's Point, 5 p.m., Tuesday and Thursday.	[205, 477, 325, 497]
medical-hall-advert: Perry Davis's Painkiller	[74, 1382, 154, 1392]
miscellaneous-paragraph: Tom Brown, writing in the New Zealand Mail, says:—"A friend writes to me from Victoria by the last mail, and who en passant is one of the best all round cricketers in the colony, says, speaking of the English cricketers: 'Do you want to know what I think about them? Well I think they are the best that have been here, but they have never played properly yet—and this not from any knavery, but carelessness. They don't care a fig whether they win or lose, and until they have some interest in winning (which they have not) they will never think it worth their while to refuse good wine, and plenty of drinking and late hours, and in fact everything that unfits men to play the game properly.'	[935, 975, 1093, 1144]
paper-the: THE	[256, 662, 274, 672]
ramsay-advert: While thanking the public of Reefton and Inangahua District for the very liberal support extended to the firm during the past two years, requests continuance of past favors.	[35, 892, 193, 934]
schedule-cell: July 4	[207, 97, 228, 106]
schedule-cell: Aug. 28	[296, 117, 323, 126]
schedule-cell: May 9	[207, 77, 229, 86]
jockey-club-title: GREYMOUTH JOCKEY CLUB ANNUAL MEETING.	[337, 1087, 463, 1111]
race-result: Mr G. H. Russell's b h Darkey, 120 yds (G. H. Russell) ... 2	[785, 763, 925, 784]
post-office-advert: Commercial Travellers and Strangers will find the above-mentioned Hotels the best fitted and the most commodious on the Coast.	[35, 570, 193, 602]
published-line: PUBLISHED TRI-WEEKLY.	[215, 738, 315, 748]
race-result: Trial Stakes, of 30 sovs; 1½ miles; entrance, 30s; winner of £40 to carry 5lbs extra, of £50 to carry 7lbs extra, of £100 and over to carry 14lbs extra; weight for age.	[785, 273, 925, 325]
race-result: Mr Walters' b g Isaac Walton, 4 yrs 10st (Cantrell) ... 1	[785, 328, 925, 348]
schedule-cell: May 21	[297, 248, 323, 258]
mail-notice: From Antonio's Flat, 12 noon, Saturday.	[205, 593, 325, 613]
schedule-row	[205, 318, 325, 328]
schedule-row	[205, 328, 325, 338]
divider	[205, 655, 325, 657]
race-result: The three horses got away to a capital start, spreading out slightly as they approached the stand, Middleton leaving, with Native close on his quarters, and about half a length separating Isaac from the second horse. In this order they ran towards the turn by the creek, when Native commenced to go up, and Middleton fell back alongside of Isaac. All the way along the back of the course the three might have been covered with a blanket, now one and then another getting a bare nose ahead, and the pace becoming very hot. Coming up to the next turn Middleton and Native were close together, racing hard, with Isaac held in immediate attendance. In this order the Stand was passed a second time, and it was maintained until approaching the last turn home, where Isaac responded to Cantrell's call, and at once took the lead, Middleton close behind, and Native in the rear. Up the straight, however, the pace evidently became too warm for Middleton, and Native quickly gained lost ground, passing the post not half a length behind Isaac Walton, who won a splendid race cleverly.	[785, 397, 925, 704]
schedule-row	[205, 147, 325, 157]
column-rule	[780, 38, 781, 1478]
ramsay-advert: BLACK'S POINT.	[82, 881, 146, 891]
race-entry: Mr Street's Saundby ... 0	[935, 63, 1018, 73]
column-advertisements	[34, 38, 195, 1676]
suez-mail-title: SUEZ MAIL.	[227, 40, 303, 55]
cablegram-paragraph: Archbishop Polding's funeral was attended by crowds of people. The procession was three miles long.	[335, 1002, 465, 1033]
schedule-row	[205, 278, 325, 288]
race-result: Mr W. Walter's bk g Kingfisher, 6 yrs, 7st 10lb (Cantrell) ... 0	[785, 991, 925, 1012]
divider	[335, 958, 465, 959]
schedule-cell: Aug. 1	[207, 107, 230, 116]
auctioneer-advert: NEWMARKET YARDS,	[71, 1570, 157, 1580]
racing-report-paragraph: "Grumbler." I flatter myself, is not a bad name—at all events it is at the outset an indication that the writer means to speak his mind, and that there is room for grumbling will doubtless be discovered before he gets to the end of these veracious chronicles. Imprimis—What did the clerk of the weather mean by behaving so very unmistakeably after the very conciliatory, and, indeed, flattering manner in which he was referred to in two consecutive issues of the Argus last week. Instead of being on his very best	[335, 1382, 465, 1540]
race-result: Handicap Trotting Race, of 20 sovs; 3 miles; minimum weight 11st; first horse, £15; second horse, £5.	[785, 706, 925, 737]
mail-notice: From Black's Point, 7 p.m., Tuesday and Thursday.	[205, 500, 325, 520]
schedule-cell: July 31	[298, 107, 323, 116]
boots-advert: The Largest Stock Ever Opened in Reefton.	[48, 152, 180, 183]
race-result: Mr E. Ashton's brk g Black Eagle, 6st 10lb (Horse) ... 2	[785, 968, 925, 989]
press-association-line: [PER PRESS ASSOCIATION.]	[346, 556, 454, 566]
boots-advert: Note the address—	[81, 294, 147, 304]
